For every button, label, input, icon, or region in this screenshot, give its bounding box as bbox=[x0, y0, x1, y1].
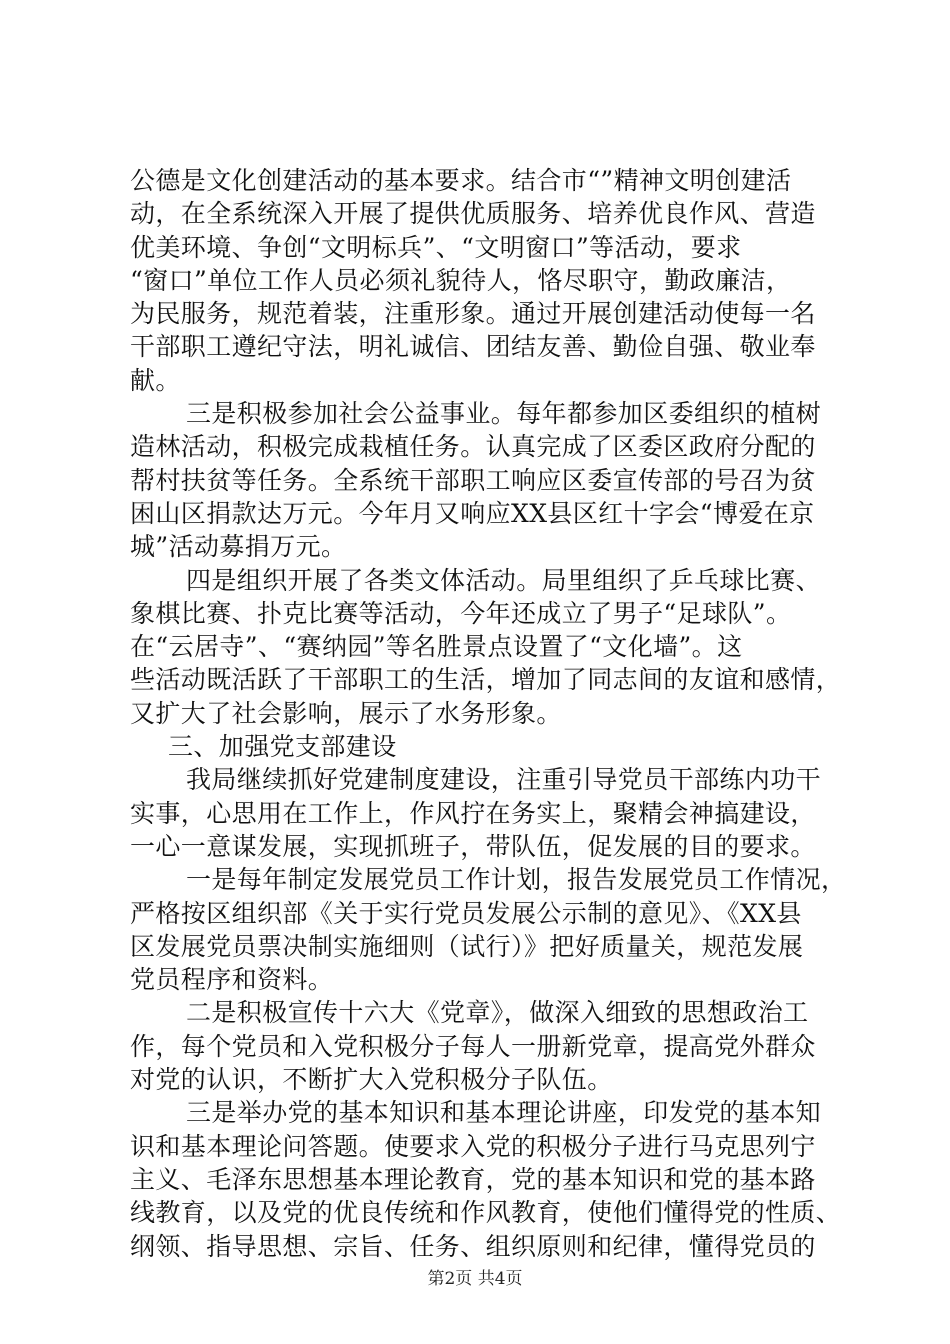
text-line: 二是积极宣传十六大《党章》，做深入细致的思想政治工 bbox=[186, 998, 809, 1028]
page-footer: 第2页 共4页 bbox=[427, 1269, 523, 1289]
text-line: 象棋比赛、扑克比赛等活动，今年还成立了男子“足球队”。 bbox=[130, 598, 792, 628]
text-line: 献。 bbox=[130, 365, 181, 395]
text-line: 主义、毛泽东思想基本理论教育，党的基本知识和党的基本路 bbox=[130, 1164, 816, 1194]
text-line: 公德是文化创建活动的基本要求。结合市“”精神文明创建活 bbox=[130, 166, 792, 195]
text-line: 四是组织开展了各类文体活动。局里组织了乒乓球比赛、 bbox=[186, 565, 822, 595]
text-line: 我局继续抓好党建制度建设，注重引导党员干部练内功干 bbox=[186, 765, 822, 795]
text-line: 优美环境、争创“文明标兵”、“文明窗口”等活动，要求 bbox=[130, 232, 742, 262]
text-line: 帮村扶贫等任务。全系统干部职工响应区委宣传部的号召为贫 bbox=[130, 465, 816, 495]
text-line: 动，在全系统深入开展了提供优质服务、培养优良作风、营造 bbox=[130, 199, 816, 229]
text-line: 一心一意谋发展，实现抓班子，带队伍，促发展的目的要求。 bbox=[130, 831, 816, 861]
text-line: 对党的认识，不断扩大入党积极分子队伍。 bbox=[130, 1065, 613, 1095]
text-line: 三是举办党的基本知识和基本理论讲座，印发党的基本知 bbox=[186, 1098, 822, 1128]
text-line: 线教育，以及党的优良传统和作风教育，使他们懂得党的性质、 bbox=[130, 1198, 842, 1228]
text-line: 作，每个党员和入党积极分子每人一册新党章，提高党外群众 bbox=[130, 1031, 816, 1061]
text-line: 一是每年制定发展党员工作计划，报告发展党员工作情况， bbox=[186, 865, 847, 895]
text-line: 三是积极参加社会公益事业。每年都参加区委组织的植树 bbox=[186, 399, 822, 429]
text-line: 区发展党员票决制实施细则（试行）》把好质量关，规范发展 bbox=[130, 931, 804, 961]
document-body bbox=[130, 164, 847, 1263]
text-line: 党员程序和资料。 bbox=[130, 965, 334, 995]
text-line: 识和基本理论问答题。使要求入党的积极分子进行马克思列宁 bbox=[130, 1131, 816, 1161]
text-line: 在“云居寺”、“赛纳园”等名胜景点设置了“文化墙”。这 bbox=[130, 632, 743, 662]
text-line: 造林活动，积极完成栽植任务。认真完成了区委区政府分配的 bbox=[130, 432, 816, 462]
text-line: 城”活动募捐万元。 bbox=[130, 532, 347, 562]
section-heading: 三、加强党支部建设 bbox=[168, 732, 397, 762]
text-line: 纲领、指导思想、宗旨、任务、组织原则和纪律，懂得党员的 bbox=[130, 1231, 816, 1261]
text-line: 些活动既活跃了干部职工的生活，增加了同志间的友谊和感情， bbox=[130, 665, 842, 695]
text-line: 实事，心思用在工作上，作风拧在务实上，聚精会神搞建设， bbox=[130, 798, 816, 828]
text-line: 为民服务，规范着装，注重形象。通过开展创建活动使每一名 bbox=[130, 299, 816, 329]
text-line: 干部职工遵纪守法，明礼诚信、团结友善、勤俭自强、敬业奉 bbox=[130, 332, 816, 362]
text-line: “窗口”单位工作人员必须礼貌待人，恪尽职守，勤政廉洁， bbox=[130, 265, 792, 295]
text-line: 困山区捐款达万元。今年月又响应XX县区红十字会“博爱在京 bbox=[130, 498, 815, 528]
text-line: 又扩大了社会影响，展示了水务形象。 bbox=[130, 698, 562, 728]
text-line: 严格按区组织部《关于实行党员发展公示制的意见》、《XX县 bbox=[130, 898, 802, 928]
